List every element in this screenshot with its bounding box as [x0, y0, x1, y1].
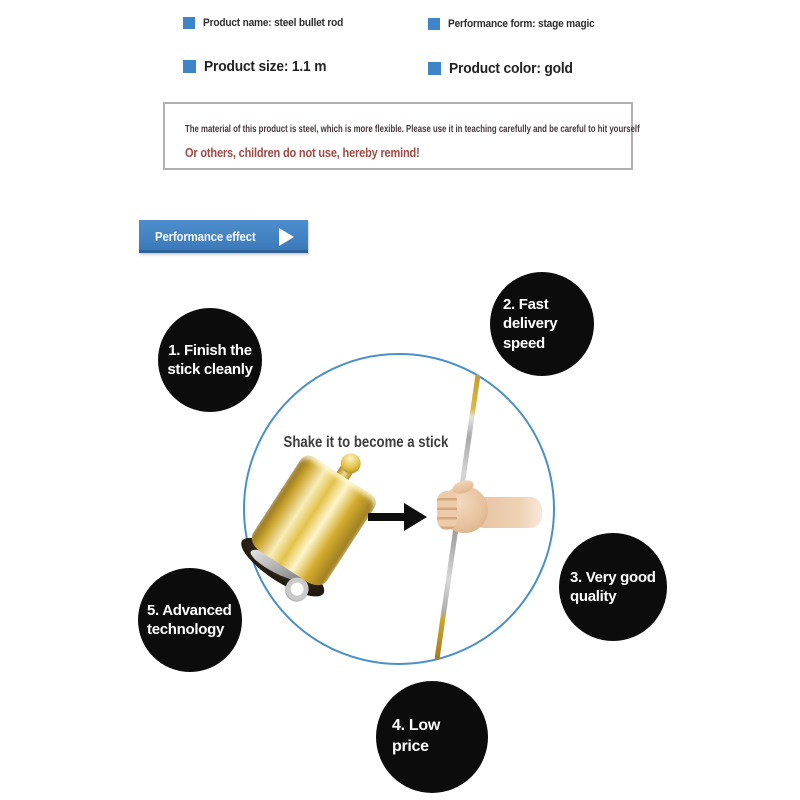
bullet-square-icon [183, 17, 195, 29]
warning-line-2: Or others, children do not use, hereby remind! [185, 146, 420, 160]
feature-label: 5. Advanced technology [147, 601, 232, 638]
performance-effect-button[interactable] [139, 220, 308, 253]
hand-fingers [437, 491, 457, 530]
spec-label: Product size: 1.1 m [204, 58, 327, 75]
spec-item-product-size [183, 58, 337, 75]
feature-label: 3. Very good quality [570, 568, 656, 605]
warning-box [163, 102, 640, 170]
feature-circle-1 [158, 308, 262, 412]
spec-label: Performance form: stage magic [448, 18, 595, 30]
arrow-right-icon [368, 513, 406, 521]
spec-label: Product name: steel bullet rod [203, 17, 344, 29]
spec-item-performance-form [428, 18, 607, 30]
warning-line-1: The material of this product is steel, which is more flexible. Please use it in teaching carefully and be careful to hit yourself [185, 124, 640, 135]
bullet-square-icon [428, 18, 440, 30]
bullet-square-icon [183, 60, 196, 73]
feature-circle-3 [559, 533, 667, 641]
bullet-square-icon [428, 62, 441, 75]
feature-label: 4. Low price [392, 717, 440, 755]
spec-item-product-color [428, 60, 584, 77]
feature-label: 1. Finish the stick cleanly [167, 341, 253, 378]
feature-circle-4 [376, 681, 488, 793]
play-icon [279, 228, 294, 246]
feature-circle-5 [138, 568, 242, 672]
feature-label: 2. Fast delivery speed [503, 295, 558, 352]
feature-circle-2 [490, 272, 594, 376]
spec-item-product-name [183, 17, 355, 29]
spec-label: Product color: gold [449, 60, 573, 77]
arrow-right-icon [404, 503, 427, 531]
performance-effect-label: Performance effect [155, 229, 256, 244]
demo-caption: Shake it to become a stick [283, 434, 448, 451]
